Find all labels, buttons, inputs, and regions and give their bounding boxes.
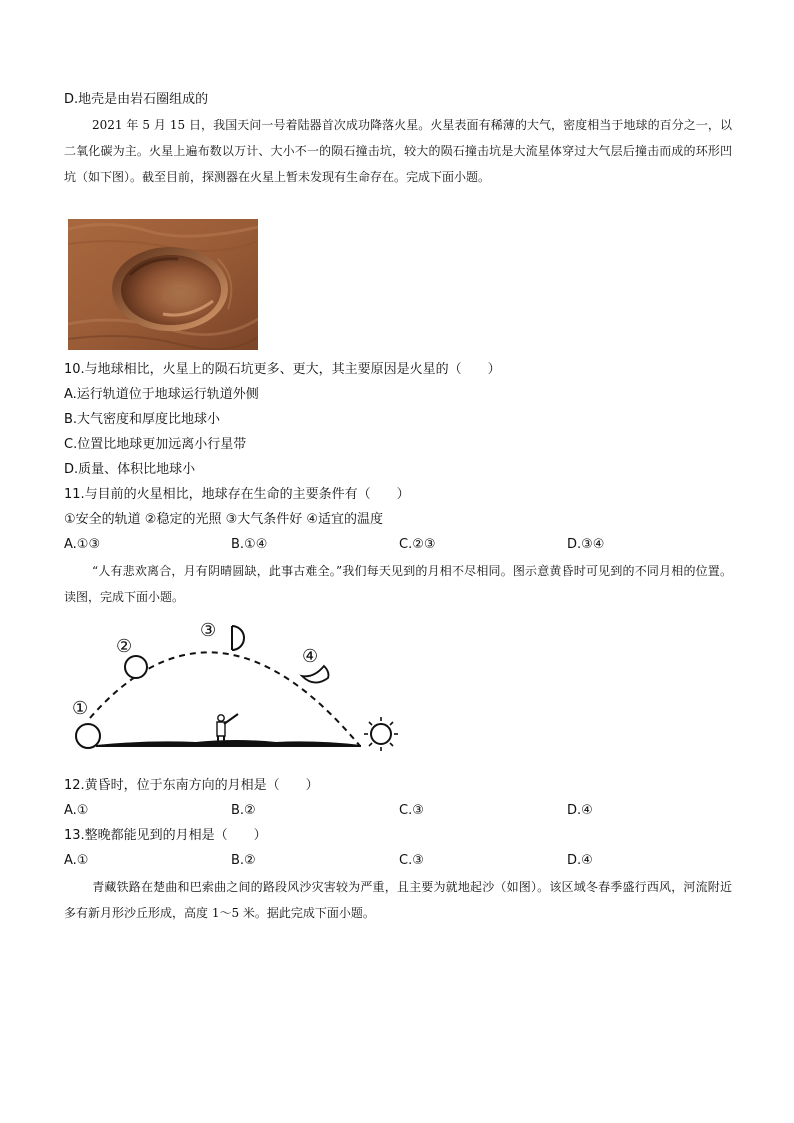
- passage-mars-text: 2021 年 5 月 15 日，我国天问一号着陆器首次成功降落火星。火星表面有稀薄的大气，密度相当于地球的百分之一，以二氧化碳为主。火星上遍布数以万计、大小不一的陨石撞击坑，较大的陨石撞击坑是大流星体穿过大气层后撞击而成的环形凹坑（如下图）。截至目前，探测器在火星上暂未发现有生命存在。完成下面小题。: [64, 118, 732, 184]
- mars-crater-image: [68, 219, 258, 350]
- moon-phase-2-icon: [125, 656, 147, 678]
- q11-option-b[interactable]: B.①④: [231, 537, 268, 552]
- q13-option-d[interactable]: D.④: [567, 853, 593, 868]
- moon-phase-4-icon: [302, 666, 329, 683]
- q13-option-b[interactable]: B.②: [231, 853, 256, 868]
- q12-option-b[interactable]: B.②: [231, 803, 256, 818]
- q12-option-c[interactable]: C.③: [399, 803, 424, 818]
- question-10-stem: 10.与地球相比，火星上的陨石坑更多、更大，其主要原因是火星的（ ）: [64, 362, 501, 377]
- q10-option-a[interactable]: A.运行轨道位于地球运行轨道外侧: [64, 387, 259, 402]
- option-d-previous: D.地壳是由岩石圈组成的: [64, 92, 209, 107]
- question-13-stem: 13.整晚都能见到的月相是（ ）: [64, 828, 267, 843]
- q11-option-d[interactable]: D.③④: [567, 537, 605, 552]
- passage-moon: [64, 558, 732, 610]
- moon-phase-diagram: [66, 614, 408, 758]
- q11-option-c[interactable]: C.②③: [399, 537, 436, 552]
- q11-conditions: ①安全的轨道 ②稳定的光照 ③大气条件好 ④适宜的温度: [64, 512, 384, 527]
- q10-option-b[interactable]: B.大气密度和厚度比地球小: [64, 412, 221, 427]
- q12-option-d[interactable]: D.④: [567, 803, 593, 818]
- q11-option-a[interactable]: A.①③: [64, 537, 101, 552]
- passage-railway: [64, 874, 732, 926]
- q10-option-d[interactable]: D.质量、体积比地球小: [64, 462, 196, 477]
- moon-phase-1-icon: [76, 724, 100, 748]
- question-12-stem: 12.黄昏时，位于东南方向的月相是（ ）: [64, 778, 319, 793]
- passage-railway-text: 青藏铁路在楚曲和巴索曲之间的路段风沙灾害较为严重，且主要为就地起沙（如图）。该区域冬春季盛行西风，河流附近多有新月形沙丘形成，高度 1～5 米。据此完成下面小题。: [64, 880, 732, 920]
- passage-moon-text: “人有悲欢离合，月有阴晴圆缺，此事古难全。”我们每天见到的月相不尽相同。图示意黄昏时可见到的不同月相的位置。读图，完成下面小题。: [64, 564, 732, 604]
- q12-option-a[interactable]: A.①: [64, 803, 89, 818]
- diagram-label-3: ③: [200, 620, 217, 641]
- diagram-label-2: ②: [116, 636, 133, 657]
- question-11-stem: 11.与目前的火星相比，地球存在生命的主要条件有（ ）: [64, 487, 410, 502]
- horizon-ground: [96, 740, 361, 747]
- diagram-label-1: ①: [72, 698, 89, 719]
- q13-option-c[interactable]: C.③: [399, 853, 424, 868]
- diagram-label-4: ④: [302, 646, 319, 667]
- sun-icon: [364, 717, 398, 751]
- moon-phase-3-icon: [220, 626, 244, 650]
- passage-mars: [64, 112, 732, 190]
- q13-option-a[interactable]: A.①: [64, 853, 89, 868]
- q10-option-c[interactable]: C.位置比地球更加远离小行星带: [64, 437, 247, 452]
